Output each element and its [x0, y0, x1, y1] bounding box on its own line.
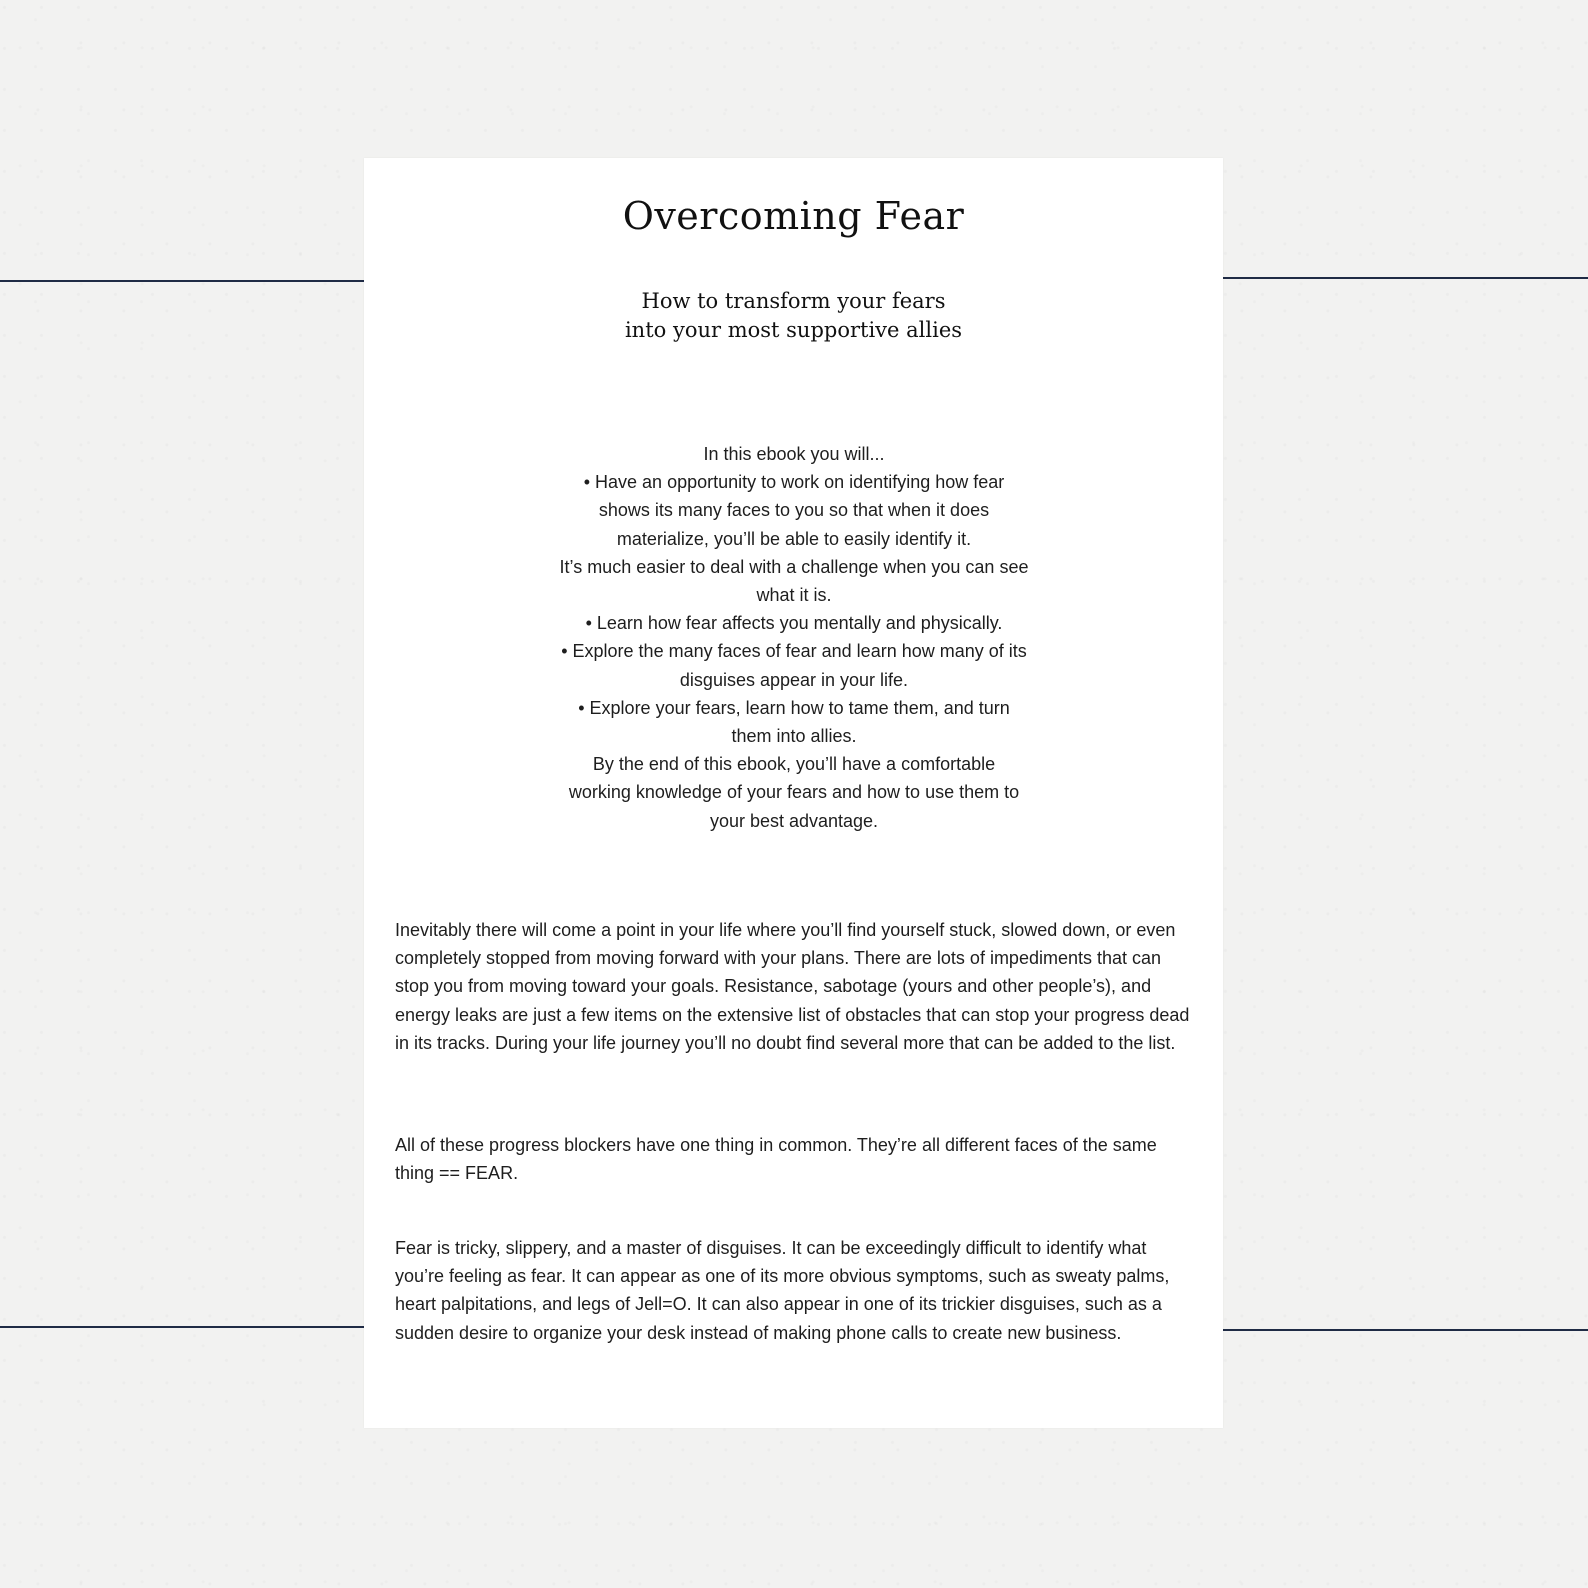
page-subtitle: [364, 287, 1223, 345]
body-paragraph-3: Fear is tricky, slippery, and a master of disguises. It can be exceedingly difficult to identify what you’re feeling as fear. It can appear as one of its more obvious symptoms, such as sweaty palms, heart palpitations, and legs of Jell=O. It can also appear in one of its trickier disguises, such as a sudden desire to organize your desk instead of making phone calls to create new business.: [395, 1238, 1170, 1343]
intro-bullet-4-line-2: them into allies.: [731, 726, 857, 747]
intro-bullet-1-line-4: It’s much easier to deal with a challenge when you can see: [559, 556, 1029, 577]
intro-lead: In this ebook you will...: [703, 444, 885, 464]
intro-bullet-4-line-1: • Explore your fears, learn how to tame them, and turn: [578, 697, 1010, 718]
intro-closing-line-2: working knowledge of your fears and how to use them to: [568, 782, 1020, 803]
accent-line-top-right: [1222, 277, 1588, 279]
accent-line-top-left: [0, 280, 365, 282]
intro-bullet-1-line-3: materialize, you’ll be able to easily identify it.: [616, 528, 972, 549]
intro-closing-line-3: your best advantage.: [709, 810, 879, 831]
subtitle-line-2: into your most supportive allies: [624, 318, 963, 342]
accent-line-bottom-right: [1222, 1329, 1588, 1331]
intro-bullet-2: • Learn how fear affects you mentally and physically.: [585, 613, 1003, 634]
subtitle-line-1: How to transform your fears: [641, 289, 946, 313]
intro-bullet-3-line-1: • Explore the many faces of fear and learn how many of its: [561, 641, 1027, 662]
page-title: Overcoming Fear: [622, 194, 965, 238]
intro-bullet-1-line-5: what it is.: [756, 585, 832, 606]
intro-bullet-3-line-2: disguises appear in your life.: [679, 669, 909, 690]
body-paragraph-2: All of these progress blockers have one thing in common. They’re all different faces of the same thing == FEAR.: [395, 1135, 1157, 1184]
accent-line-bottom-left: [0, 1326, 365, 1328]
intro-closing-line-1: By the end of this ebook, you’ll have a comfortable: [592, 754, 996, 775]
intro-bullet-1-line-1: • Have an opportunity to work on identifying how fear: [583, 472, 1005, 493]
body-paragraph-1: Inevitably there will come a point in your life where you’ll find yourself stuck, slowed down, or even completely stopped from moving forward with your plans. There are lots of impediments that can stop you from moving toward your goals. Resistance, sabotage (yours and other people’s), and energy leaks are just a few items on the extensive list of obstacles that can stop your progress dead in its tracks. During your life journey you’ll no doubt find several more that can be added to the list.: [395, 920, 1190, 1053]
ebook-page: [364, 158, 1223, 1428]
intro-summary: [524, 440, 1064, 835]
intro-bullet-1-line-2: shows its many faces to you so that when it does: [598, 500, 990, 521]
